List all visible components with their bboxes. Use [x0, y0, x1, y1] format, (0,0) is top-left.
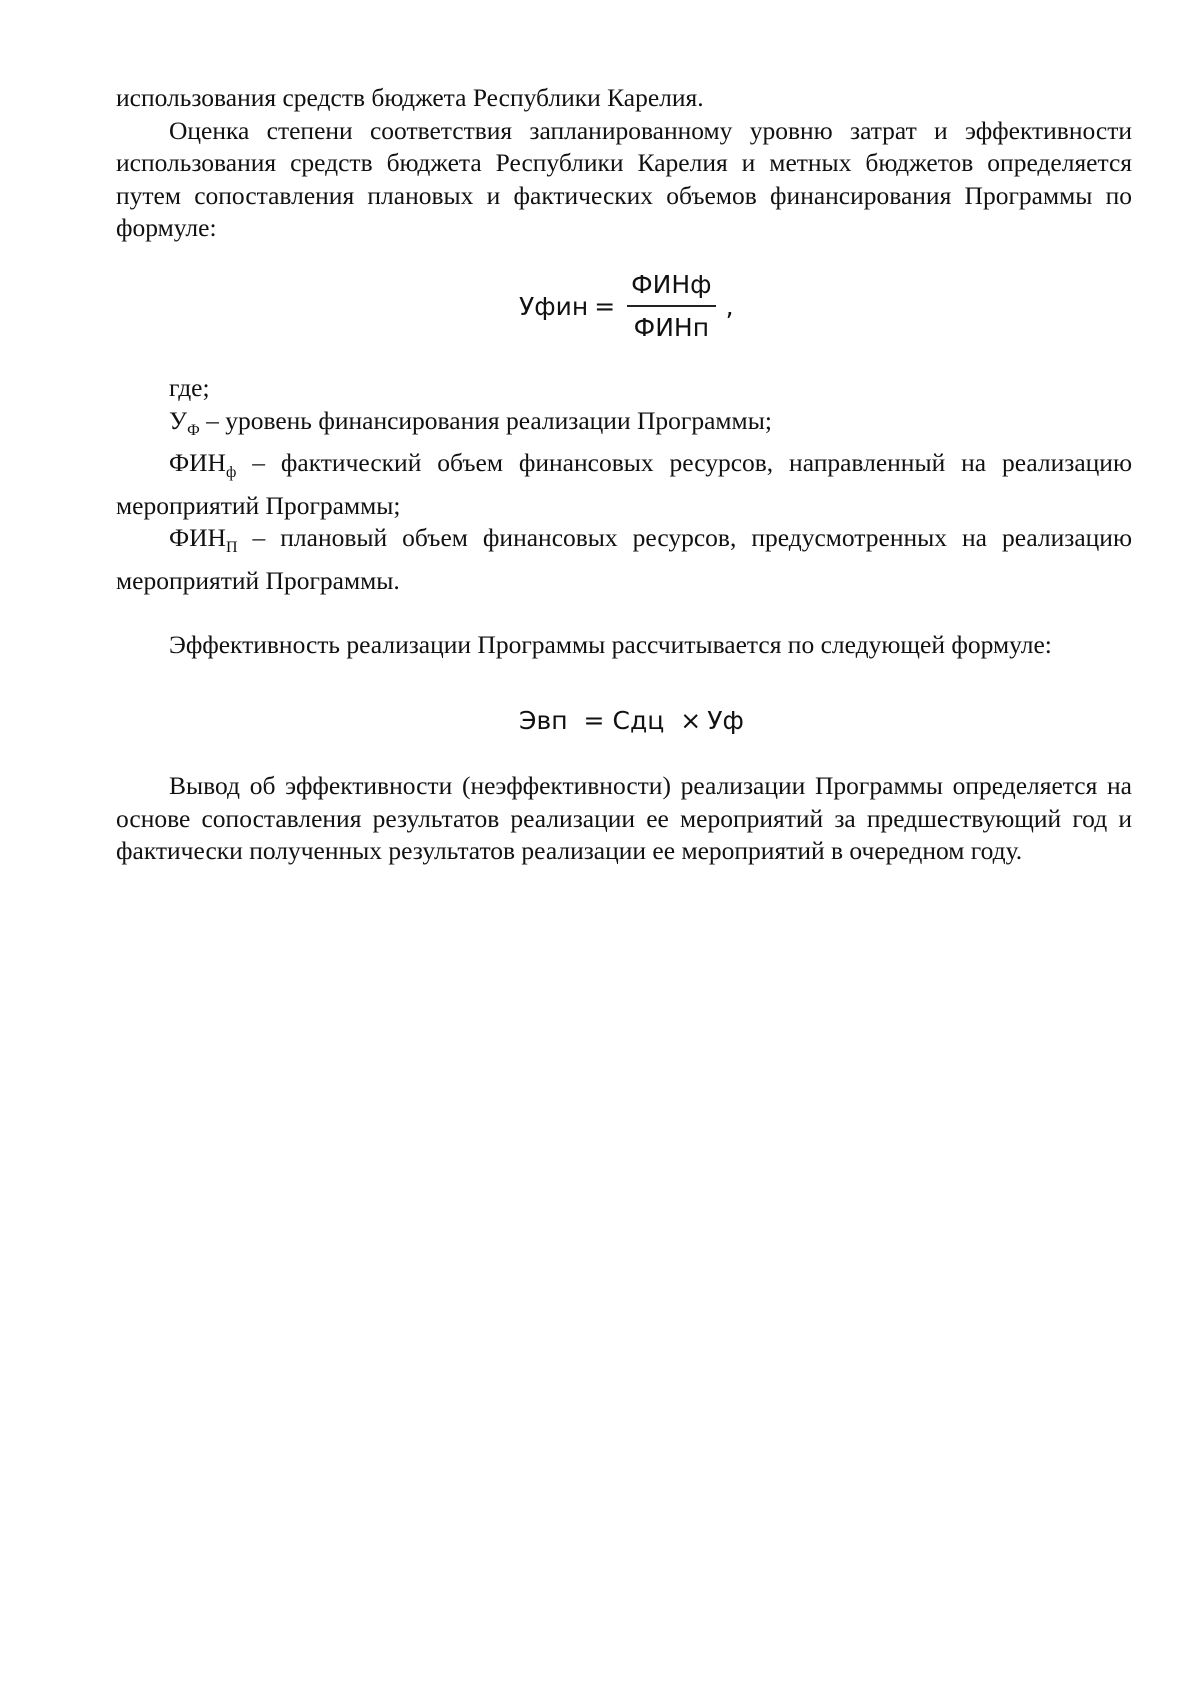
paragraph-continuation: использования средств бюджета Республики Карелия.: [116, 83, 704, 112]
legend-finp: [116, 522, 1132, 597]
formula1-lhs: Уфин: [519, 291, 589, 321]
text-block-conclusion: [116, 770, 1132, 868]
paragraph-efficiency-intro: Эффективность реализации Программы рассчитывается по следующей формуле:: [169, 630, 1052, 659]
legend-finf-symbol: ФИН: [169, 448, 226, 477]
formula2-term1: Сдц: [612, 706, 665, 735]
formula1-fraction: [627, 270, 715, 342]
legend-uf-subscript: Ф: [187, 421, 200, 439]
legend-finf-text: – фактический объем финансовых ресурсов, направленный на реализацию мероприятий Программы;: [116, 448, 1132, 520]
legend-uf: [116, 405, 1132, 448]
legend-finp-subscript: П: [225, 539, 238, 556]
formula-program-efficiency: [519, 706, 744, 735]
formula1-denominator: ФИНп: [633, 313, 710, 342]
legend-finp-symbol: ФИН: [169, 523, 226, 552]
formula2-times: ×: [680, 706, 702, 735]
formula-financing-level: [519, 270, 734, 342]
formula1-comma: ,: [725, 291, 734, 321]
text-block-top: [116, 82, 1132, 245]
legend-finp-text: – плановый объем финансовых ресурсов, предусмотренных на реализацию мероприятий Программы.: [116, 523, 1132, 595]
text-block-legend: [116, 372, 1132, 662]
formula2-lhs: Эвп: [519, 706, 568, 735]
legend-where: где;: [169, 373, 210, 402]
formula1-numerator: ФИНф: [627, 270, 715, 307]
paragraph-assessment: Оценка степени соответствия запланированному уровню затрат и эффективности использования средств бюджета Республики Карелия и метных бюджетов определяется путем сопоставления плановых и фактических объемов финансирования Программы по формуле:: [116, 115, 1132, 242]
formula2-term2: Уф: [707, 706, 744, 735]
legend-uf-symbol: У: [169, 405, 188, 435]
formula2-equals: =: [583, 706, 605, 735]
legend-finf-subscript: ф: [225, 464, 237, 481]
formula1-equals: =: [594, 291, 616, 321]
paragraph-conclusion: Вывод об эффективности (неэффективности) реализации Программы определяется на основе сопоставления результатов реализации ее мероприятий за предшествующий год и фактически полученных результатов реализации ее мероприятий в очередном году.: [116, 771, 1132, 865]
legend-uf-text: – уровень финансирования реализации Программы;: [199, 405, 772, 435]
legend-finf: [116, 447, 1132, 522]
